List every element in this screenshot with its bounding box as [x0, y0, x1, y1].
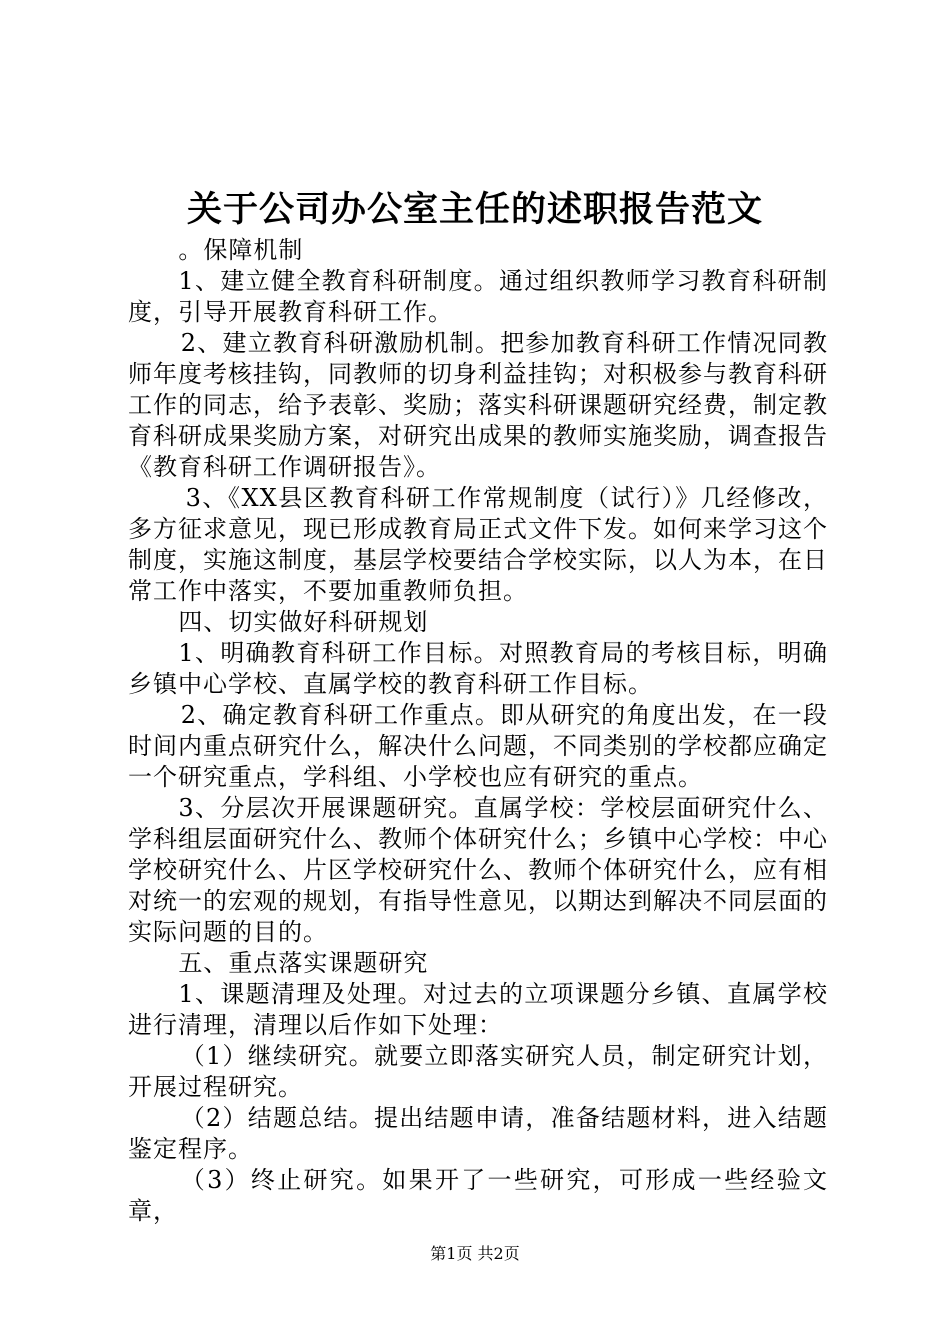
paragraph: （3）终止研究。如果开了一些研究，可形成一些经验文章，	[128, 1166, 828, 1225]
section-heading: 五、重点落实课题研究	[178, 949, 429, 977]
page-footer: 第1页 共2页	[430, 1244, 520, 1263]
paragraph: 。保障机制	[178, 236, 304, 264]
paragraph: 3、分层次开展课题研究。直属学校：学校层面研究什么、学科组层面研究什么、教师个体研究什么；乡镇中心学校：中心学校研究什么、片区学校研究什么、教师个体研究什么，应有相对统一的宏观的规划，有指导性意见，以期达到解决不同层面的实际问题的目的。	[128, 794, 828, 946]
paragraph: 1、建立健全教育科研制度。通过组织教师学习教育科研制度，引导开展教育科研工作。	[128, 267, 828, 326]
paragraph: （2）结题总结。提出结题申请，准备结题材料，进入结题鉴定程序。	[128, 1104, 828, 1163]
paragraph: 1、课题清理及处理。对过去的立项课题分乡镇、直属学校进行清理，清理以后作如下处理：	[128, 980, 828, 1039]
paragraph: 3、《XX县区教育科研工作常规制度（试行）》几经修改，多方征求意见，现已形成教育局正式文件下发。如何来学习这个制度，实施这制度，基层学校要结合学校实际，以人为本，在日常工作中落实，不要加重教师负担。	[128, 484, 828, 605]
document-body	[128, 235, 828, 1227]
paragraph: 2、确定教育科研工作重点。即从研究的角度出发，在一段时间内重点研究什么，解决什么问题，不同类别的学校都应确定一个研究重点，学科组、小学校也应有研究的重点。	[128, 701, 828, 791]
section-heading: 四、切实做好科研规划	[178, 608, 429, 636]
document-title: 关于公司办公室主任的述职报告范文	[186, 189, 763, 230]
paragraph: 2、建立教育科研激励机制。把参加教育科研工作情况同教师年度考核挂钩，同教师的切身利益挂钩；对积极参与教育科研工作的同志，给予表彰、奖励；落实科研课题研究经费，制定教育科研成果奖励方案，对研究出成果的教师实施奖励，调查报告《教育科研工作调研报告》。	[128, 329, 828, 481]
paragraph: （1）继续研究。就要立即落实研究人员，制定研究计划，开展过程研究。	[128, 1042, 828, 1101]
paragraph: 1、明确教育科研工作目标。对照教育局的考核目标，明确乡镇中心学校、直属学校的教育科研工作目标。	[128, 639, 828, 698]
